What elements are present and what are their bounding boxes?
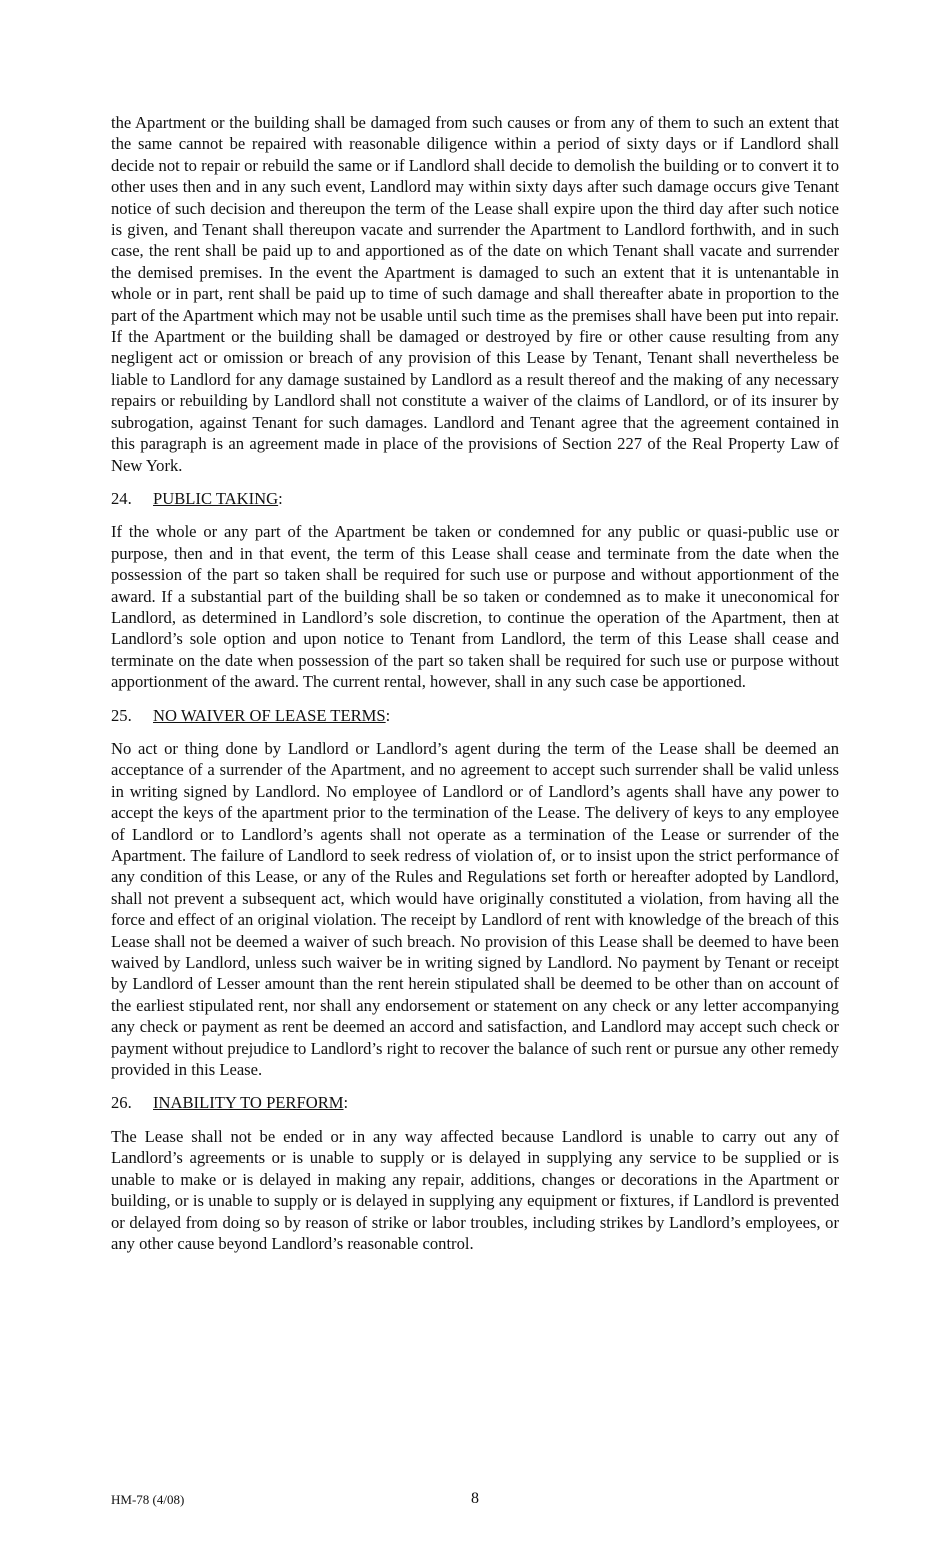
section-title: NO WAIVER OF LEASE TERMS: [153, 705, 386, 725]
section-number: 24.: [111, 488, 132, 508]
document-page: [111, 112, 839, 1254]
section-title: PUBLIC TAKING: [153, 488, 279, 508]
section-number: 26.: [111, 1093, 132, 1113]
continued-paragraph: the Apartment or the building shall be damaged from such causes or from any of them to such an extent that the same cannot be repaired with reasonable diligence within a period of sixty days or if Landlord shall decide not to repair or rebuild the same or if Landlord shall decide to demolish the building or to convert it to other uses then and in any such event, Landlord may within sixty days after such damage occurs give Tenant notice of such decision and thereupon the term of the Lease shall expire upon the third day after such notice is given, and Tenant shall thereupon vacate and surrender the Apartment to Landlord forthwith, and in such case, the rent shall be paid up to and apportioned as of the date on which Tenant shall vacate and surrender the demised premises. In the event the Apartment is damaged to such an extent that it is untenantable in whole or in part, rent shall be paid up to time of such damage and shall thereafter abate in proportion to the part of the Apartment which may not be usable until such time as the premises shall have been put into repair. If the Apartment or the building shall be damaged or destroyed by fire or other cause resulting from any negligent act or omission or breach of any provision of this Lease by Tenant, Tenant shall nevertheless be liable to Landlord for any damage sustained by Landlord as a result thereof and the making of any necessary repairs or rebuilding by Landlord shall not constitute a waiver of the claims of Landlord, or of its insurer by subrogation, against Tenant for such damages. Landlord and Tenant agree that the agreement contained in this paragraph is an agreement made in place of the provisions of Section 227 of the Real Property Law of New York.: [111, 113, 839, 475]
section-heading-25: [111, 705, 839, 726]
section-colon: :: [385, 705, 391, 725]
page-footer: [111, 1490, 839, 1510]
section-body-25: No act or thing done by Landlord or Landlord’s agent during the term of the Lease shall be deemed an acceptance of a surrender of the Apartment, and no agreement to accept such surrender shall be valid unless in writing signed by Landlord. No employee of Landlord or of Landlord’s agents shall have any power to accept the keys of the apartment prior to the termination of the Lease. The delivery of keys to any employee of Landlord or to Landlord’s agents shall not operate as a termination of the Lease or surrender of the Apartment. The failure of Landlord to seek redress of violation of, or to insist upon the strict performance of any condition of this Lease, or any of the Rules and Regulations set forth or hereafter adopted by Landlord, shall not prevent a subsequent act, which would have originally constituted a violation, from having all the force and effect of an original violation. The receipt by Landlord of rent with knowledge of the breach of this Lease shall not be deemed a waiver of such breach. No provision of this Lease shall be deemed to have been waived by Landlord, unless such waiver be in writing signed by Landlord. No payment by Tenant or receipt by Landlord of Lesser amount than the rent herein stipulated shall be deemed to be other than on account of the earliest stipulated rent, nor shall any endorsement or statement on any check or any letter accompanying any check or payment as rent be deemed an accord and satisfaction, and Landlord may accept such check or payment without prejudice to Landlord’s right to recover the balance of such rent or pursue any other remedy provided in this Lease.: [111, 738, 839, 1080]
section-body-24: If the whole or any part of the Apartment be taken or condemned for any public or quasi-public use or purpose, then and in that event, the term of this Lease shall cease and terminate from the date when the possession of the part so taken shall be required for such use or purpose and without apportionment of the award. If a substantial part of the building shall be so taken or condemned as to make it uneconomical for Landlord, as determined in Landlord’s sole discretion, to continue the operation of the Apartment, then at Landlord’s sole option and upon notice to Tenant from Landlord, the term of this Lease shall cease and terminate on the date when possession of the part so taken shall be required for such use or purpose without apportionment of the award. The current rental, however, shall in any such case be apportioned.: [111, 522, 839, 692]
section-heading-24: [111, 488, 839, 509]
section-colon: :: [278, 488, 283, 508]
form-id: HM-78 (4/08): [111, 1492, 185, 1507]
page-number: 8: [471, 1490, 479, 1507]
section-number: 25.: [111, 705, 132, 725]
section-title: INABILITY TO PERFORM: [153, 1093, 344, 1113]
section-colon: :: [343, 1093, 349, 1113]
section-heading-26: [111, 1092, 839, 1113]
section-body-26: The Lease shall not be ended or in any way affected because Landlord is unable to carry out any of Landlord’s agreements or is unable to supply or is delayed in supplying any service to be supplied or is unable to make or is delayed in making any repair, additions, changes or decorations in the Apartment or building, or is unable to supply or is delayed in supplying any equipment or fixtures, if Landlord is prevented or delayed from doing so by reason of strike or labor troubles, including strikes by Landlord’s employees, or any other cause beyond Landlord’s reasonable control.: [111, 1126, 839, 1253]
